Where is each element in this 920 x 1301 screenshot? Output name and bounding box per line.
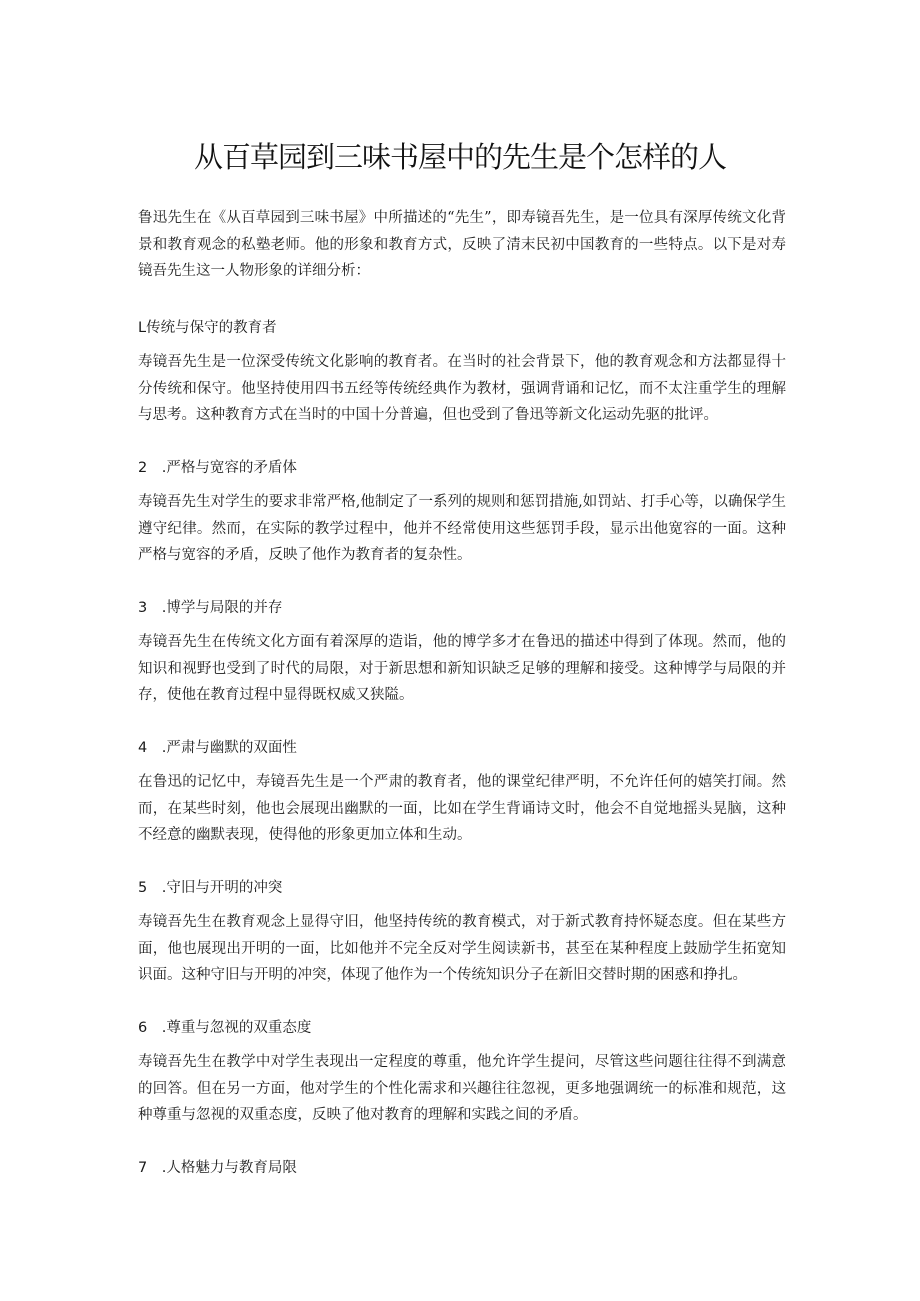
intro-paragraph: 鲁迅先生在《从百草园到三味书屋》中所描述的“先生”，即寿镜吾先生，是一位具有深厚传统文化背景和教育观念的私塾老师。他的形象和教育方式，反映了清末民初中国教育的一些特点。以下是对寿镜吾先生这一人物形象的详细分析： <box>138 210 786 279</box>
section-paragraph: 在鲁迅的记忆中，寿镜吾先生是一个严肃的教育者，他的课堂纪律严明，不允许任何的嬉笑打闹。然而，在某些时刻，他也会展现出幽默的一面，比如在学生背诵诗文时，他会不自觉地摇头晃脑，这种不经意的幽默表现，使得他的形象更加立体和生动。 <box>138 774 786 843</box>
section-2 <box>138 455 786 569</box>
section-heading: 7 .人格魅力与教育局限 <box>138 1159 297 1176</box>
section-heading: 5 .守旧与开明的冲突 <box>138 879 283 896</box>
section-5 <box>138 875 786 989</box>
section-paragraph: 寿镜吾先生是一位深受传统文化影响的教育者。在当时的社会背景下，他的教育观念和方法都显得十分传统和保守。他坚持使用四书五经等传统经典作为教材，强调背诵和记忆，而不太注重学生的理解与思考。这种教育方式在当时的中国十分普遍，但也受到了鲁迅等新文化运动先驱的批评。 <box>138 354 786 423</box>
section-heading: L传统与保守的教育者 <box>138 319 277 336</box>
page-title: 从百草园到三味书屋中的先生是个怎样的人 <box>193 140 726 174</box>
document-body <box>138 205 786 1207</box>
section-1 <box>138 315 786 429</box>
section-paragraph: 寿镜吾先生在传统文化方面有着深厚的造诣，他的博学多才在鲁迅的描述中得到了体现。然而，他的知识和视野也受到了时代的局限，对于新思想和新知识缺乏足够的理解和接受。这种博学与局限的并存，使他在教育过程中显得既权威又狭隘。 <box>138 634 786 703</box>
section-heading: 6 .尊重与忽视的双重态度 <box>138 1019 312 1036</box>
section-heading: 3 .博学与局限的并存 <box>138 599 283 616</box>
section-heading: 2 .严格与宽容的矛盾体 <box>138 459 297 476</box>
section-7 <box>138 1155 786 1182</box>
section-paragraph: 寿镜吾先生在教育观念上显得守旧，他坚持传统的教育模式，对于新式教育持怀疑态度。但在某些方面，他也展现出开明的一面，比如他并不完全反对学生阅读新书，甚至在某种程度上鼓励学生拓宽知识面。这种守旧与开明的冲突，体现了他作为一个传统知识分子在新旧交替时期的困惑和挣扎。 <box>138 914 786 983</box>
section-paragraph: 寿镜吾先生对学生的要求非常严格,他制定了一系列的规则和惩罚措施,如罚站、打手心等，以确保学生遵守纪律。然而，在实际的教学过程中，他并不经常使用这些惩罚手段，显示出他宽容的一面。这种严格与宽容的矛盾，反映了他作为教育者的复杂性。 <box>138 494 786 563</box>
section-paragraph: 寿镜吾先生在教学中对学生表现出一定程度的尊重，他允许学生提问，尽管这些问题往往得不到满意的回答。但在另一方面，他对学生的个性化需求和兴趣往往忽视，更多地强调统一的标准和规范，这种尊重与忽视的双重态度，反映了他对教育的理解和实践之间的矛盾。 <box>138 1054 786 1123</box>
section-3 <box>138 595 786 709</box>
section-6 <box>138 1015 786 1129</box>
section-heading: 4 .严肃与幽默的双面性 <box>138 739 297 756</box>
section-4 <box>138 735 786 849</box>
